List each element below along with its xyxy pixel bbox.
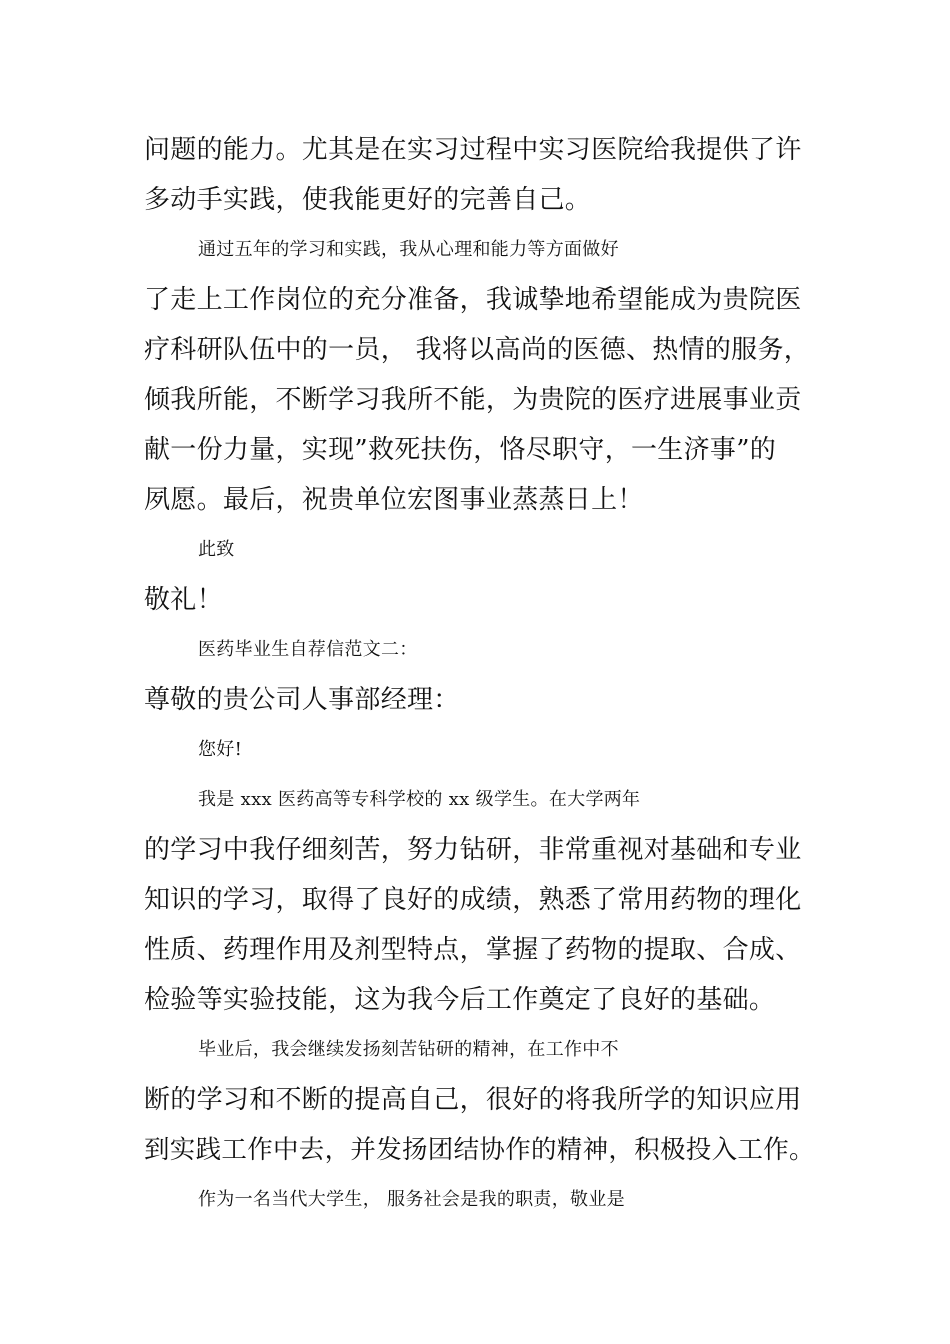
text-line: 倾我所能，不断学习我所不能，为贵院的医疗进展事业贡: [144, 385, 802, 415]
paragraph-start-line: 作为一名当代大学生， 服务社会是我的职责，敬业是: [198, 1189, 625, 1210]
letter-greeting: 您好!: [198, 739, 243, 760]
text-line: 到实践工作中去，并发扬团结协作的精神，积极投入工作。: [144, 1135, 815, 1165]
text-line: 性质、药理作用及剂型特点，掌握了药物的提取、合成、: [144, 935, 802, 965]
closing-salutation: 此致: [198, 539, 235, 560]
text-line: 断的学习和不断的提高自己，很好的将我所学的知识应用: [144, 1085, 802, 1115]
paragraph-start-line: 通过五年的学习和实践，我从心理和能力等方面做好: [198, 239, 619, 260]
text-line: 疗科研队伍中的一员， 我将以高尚的医德、热情的服务，: [144, 335, 811, 365]
text-line: 的学习中我仔细刻苦，努力钻研，非常重视对基础和专业: [144, 835, 802, 865]
text-line: 知识的学习，取得了良好的成绩，熟悉了常用药物的理化: [144, 885, 802, 915]
text-line: 了走上工作岗位的充分准备，我诚挚地希望能成为贵院医: [144, 285, 802, 315]
paragraph-start-line: 我是 xxx 医药高等专科学校的 xx 级学生。在大学两年: [198, 789, 641, 810]
text-line: 问题的能力。尤其是在实习过程中实习医院给我提供了许: [144, 135, 802, 165]
section-title: 医药毕业生自荐信范文二：: [198, 639, 418, 660]
text-line: 夙愿。最后，祝贵单位宏图事业蒸蒸日上！: [144, 485, 644, 515]
closing-regards: 敬礼！: [144, 585, 223, 615]
text-line: 献一份力量，实现”救死扶伤，恪尽职守，一生济事”的: [144, 435, 777, 465]
text-line: 多动手实践，使我能更好的完善自己。: [144, 185, 592, 215]
text-line: 检验等实验技能，这为我今后工作奠定了良好的基础。: [144, 985, 776, 1015]
paragraph-start-line: 毕业后，我会继续发扬刻苦钻研的精神，在工作中不: [198, 1039, 619, 1060]
letter-addressee: 尊敬的贵公司人事部经理：: [144, 685, 460, 715]
